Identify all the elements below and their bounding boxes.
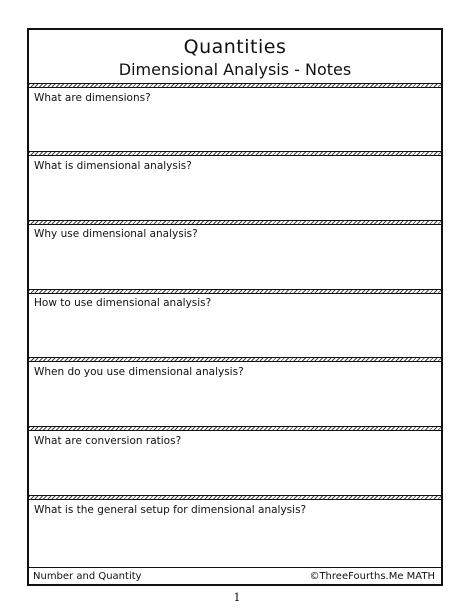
question-what-is-dimensional-analysis: What is dimensional analysis? xyxy=(34,160,192,172)
section-divider xyxy=(29,83,441,88)
section-divider xyxy=(29,357,441,362)
section-divider xyxy=(29,289,441,294)
section-divider xyxy=(29,220,441,225)
worksheet-page xyxy=(27,28,443,586)
question-why-use: Why use dimensional analysis? xyxy=(34,228,198,240)
question-when-to-use: When do you use dimensional analysis? xyxy=(34,366,244,378)
section-divider xyxy=(29,426,441,431)
section-divider xyxy=(29,151,441,156)
section-divider xyxy=(29,495,441,500)
footer-topic: Number and Quantity xyxy=(33,571,142,582)
question-conversion-ratios: What are conversion ratios? xyxy=(34,435,182,447)
question-how-to-use: How to use dimensional analysis? xyxy=(34,297,212,309)
footer-copyright: ©ThreeFourths.Me MATH xyxy=(309,571,435,582)
question-dimensions: What are dimensions? xyxy=(34,92,151,104)
worksheet-header xyxy=(29,30,441,82)
question-general-setup: What is the general setup for dimensional analysis? xyxy=(34,504,307,516)
worksheet-title: Quantities xyxy=(183,36,287,58)
worksheet-subtitle: Dimensional Analysis - Notes xyxy=(118,60,352,79)
page-number: 1 xyxy=(233,591,241,604)
footer-divider xyxy=(29,567,441,568)
